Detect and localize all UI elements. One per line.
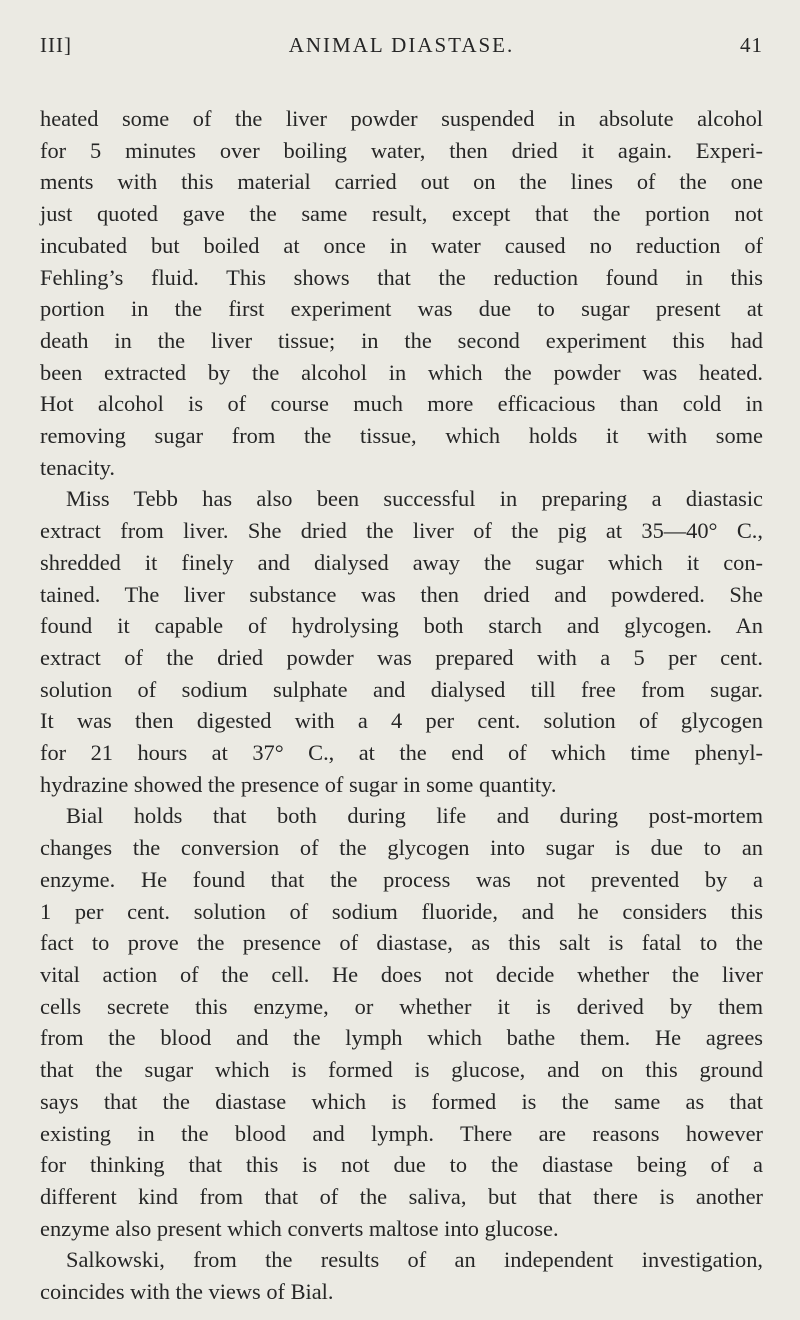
text-line: Miss Tebb has also been successful in preparing a diastasic (66, 486, 763, 512)
text-line: It was then digested with a 4 per cent. solution of glycogen (40, 708, 763, 734)
text-line: tained. The liver substance was then dried and powdered. She (40, 581, 763, 607)
text-line: incubated but boiled at once in water caused no reduction of (40, 232, 763, 258)
text-line: Fehling’s fluid. This shows that the reduction found in this (40, 264, 763, 290)
text-line: tenacity. (40, 454, 116, 480)
text-line: coincides with the views of Bial. (40, 1279, 334, 1305)
text-line: extract from liver. She dried the liver of the pig at 35—40° C., (40, 518, 763, 544)
text-line: extract of the dried powder was prepared with a 5 per cent. (40, 644, 763, 670)
text-line: heated some of the liver powder suspended in absolute alcohol (40, 106, 763, 131)
text-line: for thinking that this is not due to the diastase being of a (40, 1152, 763, 1178)
running-head (40, 33, 763, 63)
text-line: death in the liver tissue; in the second experiment this had (40, 327, 763, 353)
text-line: existing in the blood and lymph. There are reasons however (40, 1120, 763, 1146)
text-line: ments with this material carried out on the lines of the one (40, 169, 763, 195)
text-line: 1 per cent. solution of sodium fluoride, and he considers this (40, 898, 763, 924)
text-line: different kind from that of the saliva, but that there is another (40, 1183, 763, 1209)
text-line: hydrazine showed the presence of sugar in some quantity. (40, 771, 557, 797)
text-line: Salkowski, from the results of an independent investigation, (66, 1247, 763, 1273)
text-line: changes the conversion of the glycogen into sugar is due to an (40, 835, 763, 861)
text-line: solution of sodium sulphate and dialysed till free from sugar. (40, 676, 763, 702)
body-text (40, 103, 763, 1308)
text-line: just quoted gave the same result, except that the portion not (40, 201, 763, 227)
text-line: shredded it finely and dialysed away the sugar which it con- (40, 549, 763, 575)
text-line: fact to prove the presence of diastase, as this salt is fatal to the (40, 930, 763, 956)
text-line: portion in the first experiment was due to sugar present at (40, 296, 763, 322)
text-line: Hot alcohol is of course much more efficacious than cold in (40, 391, 763, 417)
text-line: enzyme also present which converts maltose into glucose. (40, 1215, 559, 1241)
running-title: ANIMAL DIASTASE. (288, 33, 515, 57)
text-line: enzyme. He found that the process was not prevented by a (40, 866, 763, 892)
text-line: says that the diastase which is formed is the same as that (40, 1088, 763, 1114)
page-number: 41 (740, 33, 763, 57)
text-line: vital action of the cell. He does not decide whether the liver (40, 961, 763, 987)
text-line: from the blood and the lymph which bathe them. He agrees (40, 1025, 763, 1051)
text-line: cells secrete this enzyme, or whether it is derived by them (40, 993, 763, 1019)
text-line: been extracted by the alcohol in which the powder was heated. (40, 359, 763, 385)
chapter-number: III] (40, 33, 72, 57)
text-line: found it capable of hydrolysing both starch and glycogen. An (40, 613, 763, 639)
text-line: removing sugar from the tissue, which holds it with some (40, 423, 763, 449)
text-line: Bial holds that both during life and during post-mortem (66, 803, 763, 829)
text-line: for 21 hours at 37° C., at the end of which time phenyl- (40, 740, 763, 766)
text-line: for 5 minutes over boiling water, then dried it again. Experi- (40, 137, 763, 163)
text-line: that the sugar which is formed is glucose, and on this ground (40, 1057, 763, 1083)
